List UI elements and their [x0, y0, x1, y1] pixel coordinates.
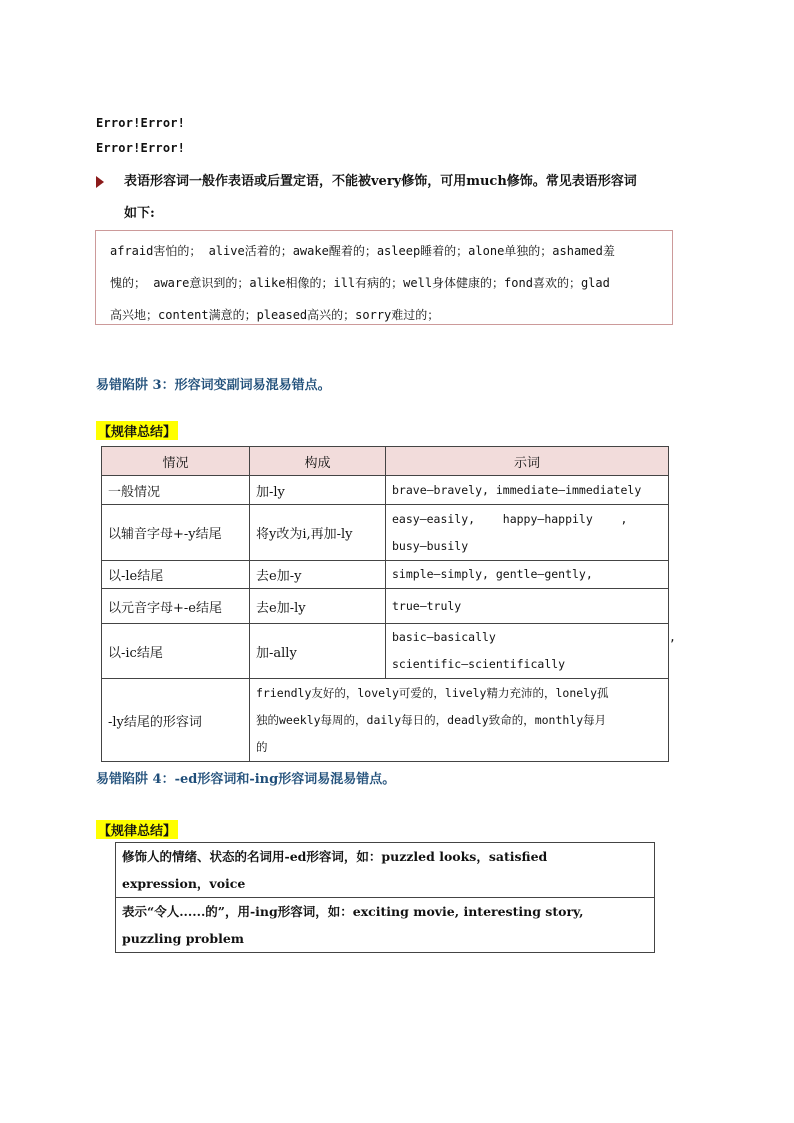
cell-form: 加-ally: [250, 624, 386, 679]
cell-case: 以-le结尾: [102, 561, 250, 589]
cell-case: 一般情况: [102, 476, 250, 505]
table-row: [102, 624, 669, 679]
header-examples: 示词: [386, 447, 669, 476]
rule-line: 表示“令人......的”，用-ing形容词，如：exciting movie, interesting story,: [122, 904, 584, 919]
error-text-2: Error!Error!: [96, 141, 186, 155]
box-line: afraid害怕的； alive活着的；awake醒着的；asleep睡着的；alone单独的；ashamed羞: [110, 244, 615, 258]
cell-examples: [386, 589, 669, 624]
table-row: [102, 679, 669, 762]
predicative-adjectives-box: [95, 230, 673, 325]
cell-examples: [386, 561, 669, 589]
cell-case: 以元音字母+-e结尾: [102, 589, 250, 624]
example-line: brave—bravely, immediate—immediately: [392, 482, 642, 497]
example-line: 的: [256, 739, 268, 754]
rule-summary-tag-3: 【规律总结】: [96, 421, 178, 440]
cell-examples: [386, 624, 676, 679]
example-line: true—truly: [392, 598, 462, 613]
ing-rule-cell: [116, 898, 655, 953]
example-line: simple—simply, gentle—gently,: [392, 567, 593, 581]
section-title-3: 易错陷阱 3：形容词变副词易混易错点。: [96, 378, 331, 393]
example-line: scientific—scientifically: [392, 657, 566, 671]
rule-line: puzzling problem: [122, 931, 245, 946]
header-case: 情况: [102, 447, 250, 476]
table-row: [116, 843, 655, 898]
rule-summary-tag-4: 【规律总结】: [96, 820, 178, 839]
cell-form: 加-ly: [250, 476, 386, 505]
section-title-4: 易错陷阱 4：-ed形容词和-ing形容词易混易错点。: [96, 772, 396, 787]
bullet-text-continued: 如下:: [124, 206, 155, 221]
cell-form: 去e加-ly: [250, 589, 386, 624]
cell-case: 以-ic结尾: [102, 624, 250, 679]
rule-line: 修饰人的情绪、状态的名词用-ed形容词，如：puzzled looks，satisfied: [122, 849, 548, 864]
bullet-text: 表语形容词一般作表语或后置定语，不能被very修饰，可用much修饰。常见表语形容词: [124, 174, 637, 189]
cell-examples: [386, 476, 669, 505]
box-line: 愧的； aware意识到的；alike相像的；ill有病的；well身体健康的；fond喜欢的；glad: [110, 276, 610, 290]
rule-line: expression，voice: [122, 876, 246, 891]
table-row: [102, 505, 669, 561]
adverb-formation-table: [101, 446, 676, 762]
cell-case: -ly结尾的形容词: [102, 679, 250, 762]
cell-examples: [386, 505, 669, 561]
example-line: easy—easily, happy—happily ,: [392, 511, 628, 526]
header-form: 构成: [250, 447, 386, 476]
ed-ing-adjective-table: [115, 842, 655, 953]
cell-form: 去e加-y: [250, 561, 386, 589]
table-row: [102, 589, 669, 624]
table-row: [102, 561, 669, 589]
cell-case: 以辅音字母+-y结尾: [102, 505, 250, 561]
cell-examples-merged: [250, 679, 669, 762]
cell-form: 将y改为i,再加-ly: [250, 505, 386, 561]
table-row: [116, 898, 655, 953]
box-line: 高兴地；content满意的；pleased高兴的；sorry难过的；: [110, 308, 440, 322]
example-line: busy—busily: [392, 538, 469, 553]
error-text-1: Error!Error!: [96, 116, 186, 130]
example-line: 独的weekly每周的，daily每日的，deadly致命的，monthly每月: [256, 712, 607, 727]
table-header-row: [102, 447, 669, 476]
ed-rule-cell: [116, 843, 655, 898]
example-line: basic—basically ,: [392, 630, 676, 644]
table-row: [102, 476, 669, 505]
example-line: friendly友好的，lovely可爱的，lively精力充沛的，lonely孤: [256, 685, 609, 700]
arrow-bullet-icon: [96, 176, 104, 188]
